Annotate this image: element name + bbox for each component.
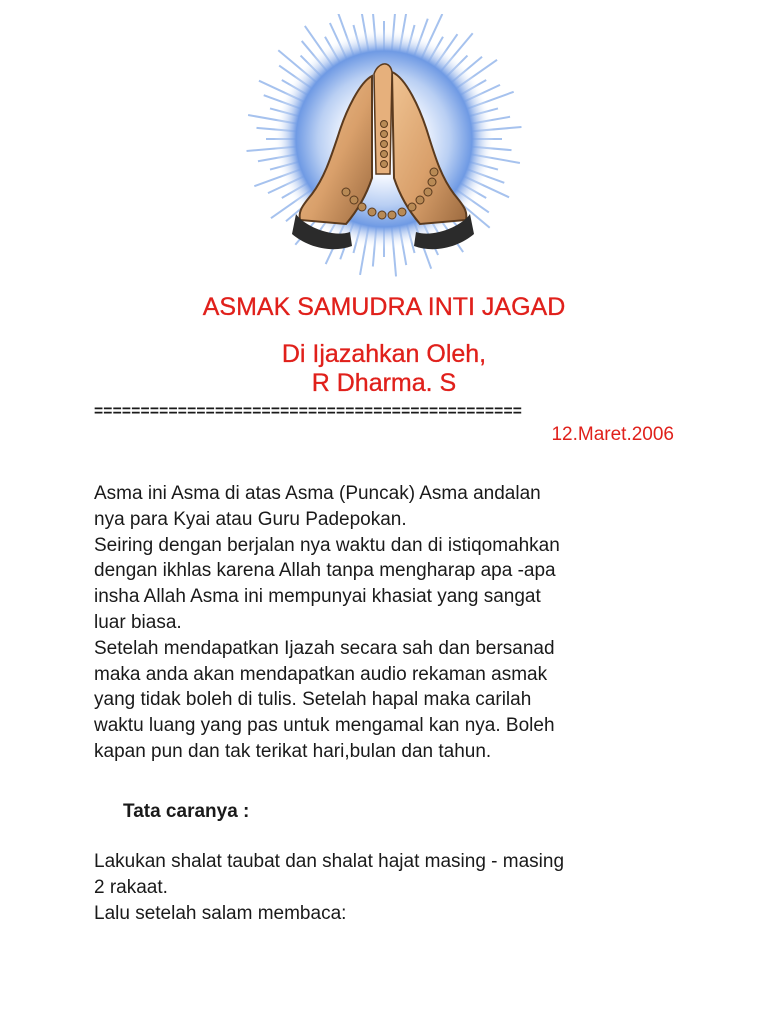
procedure-steps xyxy=(94,849,694,926)
subtitle-line-1: Di Ijazahkan Oleh, xyxy=(281,340,487,368)
procedure-heading: Tata caranya : xyxy=(123,801,250,822)
subtitle-line-2: R Dharma. S xyxy=(311,369,457,397)
body-text xyxy=(94,481,694,765)
paragraph-1: Asma ini Asma di atas Asma (Puncak) Asma andalan nya para Kyai atau Guru Padepokan. xyxy=(94,483,541,530)
praying-hands-icon xyxy=(234,14,534,284)
procedure-step-1: Lakukan shalat taubat dan shalat hajat masing - masing 2 rakaat. xyxy=(94,851,565,898)
document-date: 12.Maret.2006 xyxy=(551,424,674,445)
paragraph-2: Seiring dengan berjalan nya waktu dan di istiqomahkan dengan ikhlas karena Allah tanpa mengharap apa -apa insha Allah Asma ini mempunyai khasiat yang sangat luar biasa. xyxy=(94,534,560,633)
divider-line: ============================================== xyxy=(94,403,523,420)
paragraph-3: Setelah mendapatkan Ijazah secara sah dan bersanad maka anda akan mendapatkan audio rekaman asmak yang tidak boleh di tulis. Setelah hapal maka carilah waktu luang yang pas untuk mengamal kan nya. Boleh kapan pun dan tak terikat hari,bulan dan tahun. xyxy=(94,637,555,762)
procedure-step-2: Lalu setelah salam membaca: xyxy=(94,902,347,924)
author-credit xyxy=(0,340,768,398)
praying-hands-illustration xyxy=(234,14,534,284)
document-title: ASMAK SAMUDRA INTI JAGAD xyxy=(202,293,566,321)
